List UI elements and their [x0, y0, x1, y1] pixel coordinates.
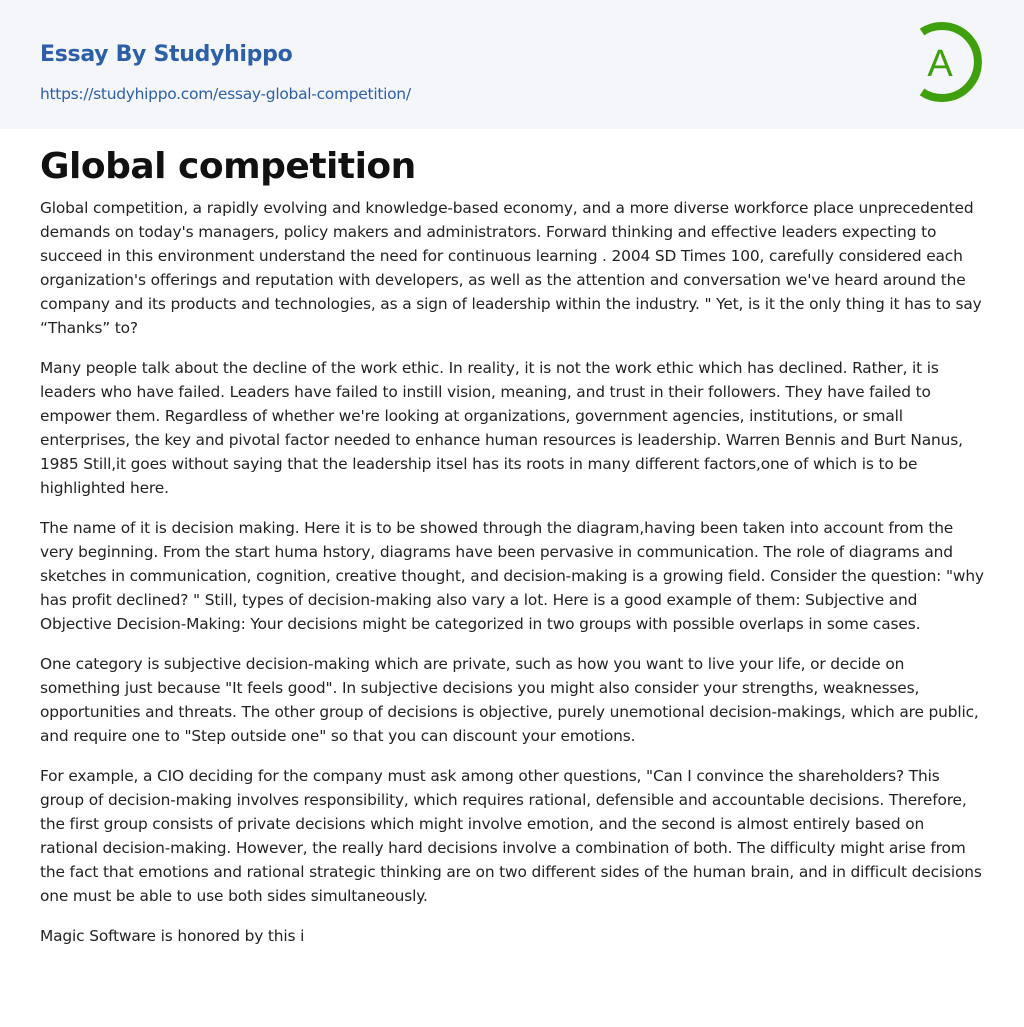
essay-body	[40, 196, 986, 964]
essay-paragraph: For example, a CIO deciding for the company must ask among other questions, "Can I convince the shareholders? This group of decision-making involves responsibility, which requires rational, defensible and accountable decisions. Therefore, the first group consists of private decisions which might involve emotion, and the second is almost entirely based on rational decision-making. However, the really hard decisions involve a combination of both. The difficulty might arise from the fact that emotions and rational strategic thinking are on two different sides of the human brain, and in difficult decisions one must be able to use both sides simultaneously.	[40, 767, 982, 905]
site-header	[0, 0, 1024, 129]
essay-paragraph: Many people talk about the decline of the work ethic. In reality, it is not the work ethic which has declined. Rather, it is leaders who have failed. Leaders have failed to instill vision, meaning, and trust in their followers. They have failed to empower them. Regardless of whether we're looking at organizations, government agencies, institutions, or small enterprises, the key and pivotal factor needed to enhance human resources is leadership. Warren Bennis and Burt Nanus, 1985 Still,it goes without saying that the leadership itsel has its roots in many different factors,one of which is to be highlighted here.	[40, 359, 963, 497]
studyhippo-logo-icon[interactable]	[912, 18, 988, 106]
essay-paragraph-truncated: Magic Software is honored by this i	[40, 927, 305, 945]
brand-title: Essay By Studyhippo	[40, 42, 293, 67]
essay-paragraph: One category is subjective decision-making which are private, such as how you want to live your life, or decide on something just because "It feels good". In subjective decisions you might also consider your strengths, weaknesses, opportunities and threats. The other group of decisions is objective, purely unemotional decision-makings, which are public, and require one to "Step outside one" so that you can discount your emotions.	[40, 655, 979, 745]
svg-text:A: A	[927, 43, 953, 85]
essay-url-link[interactable]: https://studyhippo.com/essay-global-competition/	[40, 85, 411, 103]
essay-paragraph: Global competition, a rapidly evolving and knowledge-based economy, and a more diverse workforce place unprecedented demands on today's managers, policy makers and administrators. Forward thinking and effective leaders expecting to succeed in this environment understand the need for continuous learning . 2004 SD Times 100, carefully considered each organization's offerings and reputation with developers, as well as the attention and conversation we've heard around the company and its products and technologies, as a sign of leadership within the industry. " Yet, is it the only thing it has to say “Thanks” to?	[40, 199, 982, 337]
essay-paragraph: The name of it is decision making. Here it is to be showed through the diagram,having been taken into account from the very beginning. From the start huma hstory, diagrams have been pervasive in communication. The role of diagrams and sketches in communication, cognition, creative thought, and decision-making is a growing field. Consider the question: "why has profit declined? " Still, types of decision-making also vary a lot. Here is a good example of them: Subjective and Objective Decision-Making: Your decisions might be categorized in two groups with possible overlaps in some cases.	[40, 519, 984, 633]
page-title: Global competition	[40, 146, 416, 187]
